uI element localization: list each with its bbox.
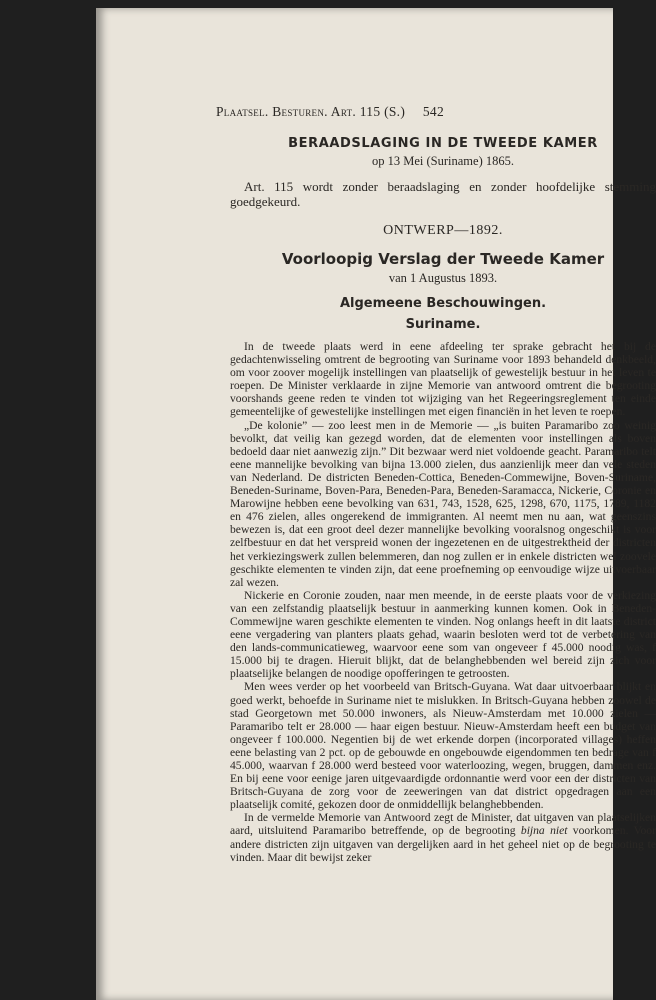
paragraph-4: Men wees verder op het voorbeeld van Britsch-Guyana. Wat daar uitvoerbaar blijkt en goed werkt, behoefde in Suriname niet te mislukken. In Britsch-Guyana hebben zoowel de stad Georgetown met 50.000 inwoners, als Nieuw-Amsterdam met 10.000 zielen — Paramaribo telt er 28.000 — haar eigen bestuur. Nieuw-Amsterdam heeft een budget van ongeveer f 100.000. Negentien bij de wet erkende dorpen (incorporated villages) heffen eene belasting van 2 pct. op de gebouwde en ongebouwde eigendommen ten bedrage van f 45.000, waarvan f 28.000 werd besteed voor waterloozing, wegen, bruggen, dammen enz. En bij eene voor eenige jaren uitgevaardigde ordonnantie werd voor een der districten van Britsch-Guyana de zorg voor de zeeweringen van dat district opgedragen aan een plaatselijk comité, gekozen door de onmiddellijk belanghebbenden. <box>230 680 656 812</box>
page-number: 542 <box>422 104 444 119</box>
paragraph-5-italic: bijna niet <box>520 824 568 838</box>
verslag-date: van 1 Augustus 1893. <box>388 271 498 285</box>
beschouwingen-heading: Algemeene Beschouwingen. <box>339 296 547 311</box>
section1-text: Art. 115 wordt zonder beraadslaging en zonder hoofdelijke stemming goedgekeurd. <box>230 179 656 209</box>
verslag-title: Voorloopig Verslag der Tweede Kamer <box>281 250 605 268</box>
paragraph-3: Nickerie en Coronie zouden, naar men meende, in de eerste plaats voor de verkiezing van een zelfstandig plaatselijk bestuur in aanmerking kunnen komen. Ook in Beneden-Commewijne waren geschikte elementen te vinden. Nog onlangs heeft in dit laatste district eene vergadering van planters plaats gehad, waarin besloten werd tot de verbetering van den lands-communicatieweg, waarvoor eene som van ongeveer f 45.000 noodig was, f 15.000 bij te dragen. Hieruit blijkt, dat de belanghebbenden wel bereid zijn zich voor plaatselijke belangen de noodige opofferingen te getroosten. <box>230 588 656 681</box>
section-subtitle-date: op 13 Mei (Suriname) 1865. <box>372 154 514 168</box>
book-page <box>96 8 656 1000</box>
paragraph-5-start: In de vermelde Memorie van Antwoord zegt de Minister, dat uitgaven van plaatselijken aard, uitsluitend Paramaribo betreffende, op de begrooting <box>230 811 656 838</box>
suriname-heading: Suriname. <box>405 317 481 332</box>
ontwerp-heading: ONTWERP—1892. <box>383 223 503 238</box>
paragraph-1: In de tweede plaats werd in eene afdeeling ter sprake gebracht het bij de gedachtenwisseling omtrent de begrooting van Suriname voor 1893 behandeld denkbeeld, om voor zoover mogelijk instellingen van plaatselijk of gewestelijk bestuur in het leven te roepen. De Minister verklaarde in zijne Memorie van antwoord omtrent die begrooting voorshands geene reden te vinden tot wijziging van het Regeeringsreglement ten einde gemeentelijke of gewestelijke instellingen met eigen financiën in het leven te roepen. <box>230 340 656 419</box>
header-left: Plaatsel. Besturen. Art. <box>216 104 357 119</box>
running-header <box>216 104 656 120</box>
section-title-beraadslaging: BERAADSLAGING IN DE TWEEDE KAMER <box>288 136 598 151</box>
paragraph-5-end: voorkomen. Voor andere districten zijn uitgaven van dergelijken aard in het geheel niet op de begrooting te vinden. Maar dit bewijst zeker <box>230 824 656 864</box>
body-text <box>230 340 656 864</box>
page-content <box>216 104 656 864</box>
header-article: 115 (S.) <box>359 104 406 119</box>
paragraph-5 <box>230 811 656 863</box>
paragraph-2: „De kolonie” — zoo leest men in de Memorie — „is buiten Paramaribo zoo weinig bevolkt, dat veilig kan gezegd worden, dat de elementen voor instellingen als boven bedoeld daar niet aanwezig zijn.” Dit bezwaar werd niet voldoende geacht. Paramaribo telt eene mannelijke bevolking van bijna 13.000 zielen, dus aanzienlijk meer dan vele steden van Nederland. De districten Beneden-Cottica, Beneden-Commewijne, Boven-Suriname, Beneden-Suriname, Boven-Para, Beneden-Para, Beneden-Saramacca, Nickerie, Coronie en Marowijne hebben eene bevolking van 631, 743, 1528, 625, 1298, 670, 1175, 1789, 1182 en 476 zielen, alles ongerekend de immigranten. Al neemt men nu aan, wat geenszins bewezen is, dat een groot deel dezer mannelijke bevolking vooralsnog ongeschikt is voor zelfbestuur en dat het verspreid wonen der ingezetenen en de uitgestrektheid der districten het verkiezingswerk zullen belemmeren, dan nog zullen er in enkele districten wel zoovele geschikte elementen te vinden zijn, dat eene proefneming op eenvoudige wijze uitvoerbaar zal wezen. <box>230 418 656 589</box>
